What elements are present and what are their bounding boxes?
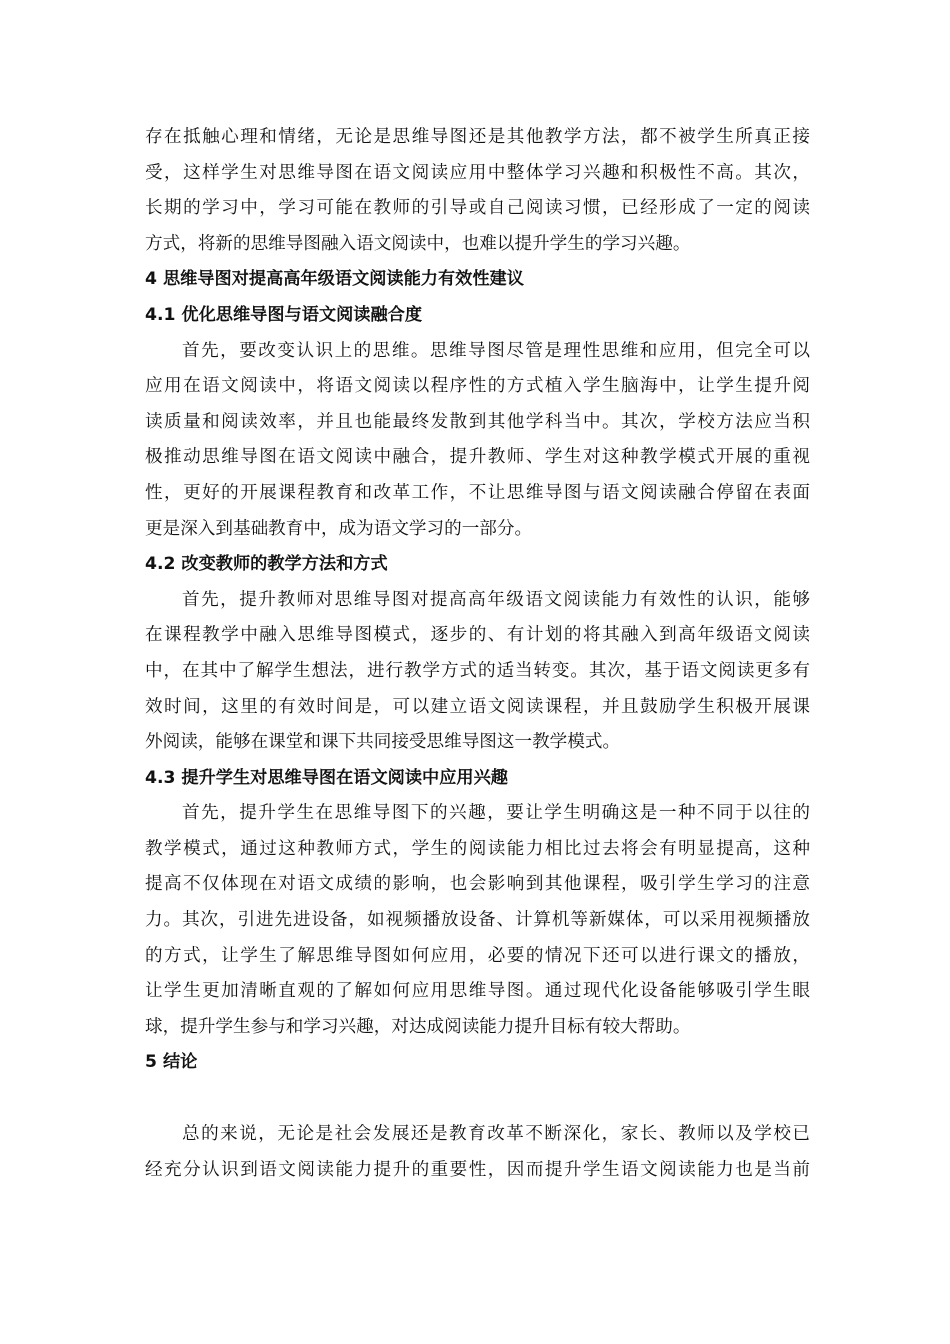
text-line: 在课程教学中融入思维导图模式，逐步的、有计划的将其融入到高年级语文阅读 <box>145 625 810 646</box>
blank-line <box>145 1081 810 1117</box>
text-line: 球，提升学生参与和学习兴趣，对达成阅读能力提升目标有较大帮助。 <box>145 1016 691 1037</box>
text-line: 存在抵触心理和情绪，无论是思维导图还是其他教学方法，都不被学生所真正接 <box>145 127 810 147</box>
subsection-heading-4-3: 4.3 提升学生对思维导图在语文阅读中应用兴趣 <box>145 767 508 788</box>
subsection-heading-4-1: 4.1 优化思维导图与语文阅读融合度 <box>145 304 423 325</box>
text-line: 让学生更加清晰直观的了解如何应用思维导图。通过现代化设备能够吸引学生眼 <box>145 981 810 1002</box>
subsection-heading-4-2: 4.2 改变教师的教学方法和方式 <box>145 554 388 575</box>
text-line: 极推动思维导图在语文阅读中融合，提升教师、学生对这种教学模式开展的重视 <box>145 447 810 468</box>
text-line: 受，这样学生对思维导图在语文阅读应用中整体学习兴趣和积极性不高。其次， <box>145 162 810 183</box>
section-heading-4: 4 思维导图对提高高年级语文阅读能力有效性建议 <box>145 269 524 290</box>
text-line: 效时间，这里的有效时间是，可以建立语文阅读课程，并且鼓励学生积极开展课 <box>145 696 810 717</box>
paragraph-conclusion <box>145 1117 810 1188</box>
text-line: 力。其次，引进先进设备，如视频播放设备、计算机等新媒体，可以采用视频播放 <box>145 910 810 931</box>
text-line: 首先，提升教师对思维导图对提高高年级语文阅读能力有效性的认识，能够 <box>182 589 810 610</box>
paragraph-continuation <box>145 120 810 262</box>
text-line: 长期的学习中，学习可能在教师的引导或自己阅读习惯，已经形成了一定的阅读 <box>145 198 810 219</box>
paragraph-4-1 <box>145 334 810 548</box>
text-line: 教学模式，通过这种教师方式，学生的阅读能力相比过去将会有明显提高，这种 <box>145 838 810 859</box>
text-line: 提高不仅体现在对语文成绩的影响，也会影响到其他课程，吸引学生学习的注意 <box>145 874 810 895</box>
document-body <box>145 120 810 1188</box>
text-line: 性，更好的开展课程教育和改革工作，不让思维导图与语文阅读融合停留在表面 <box>145 482 810 503</box>
text-line: 经充分认识到语文阅读能力提升的重要性，因而提升学生语文阅读能力也是当前 <box>145 1159 810 1180</box>
text-line: 外阅读，能够在课堂和课下共同接受思维导图这一教学模式。 <box>145 732 621 753</box>
text-line: 更是深入到基础教育中，成为语文学习的一部分。 <box>145 518 533 539</box>
text-line: 方式，将新的思维导图融入语文阅读中，也难以提升学生的学习兴趣。 <box>145 233 691 254</box>
text-line: 读质量和阅读效率，并且也能最终发散到其他学科当中。其次，学校方法应当积 <box>145 411 810 432</box>
text-line: 中，在其中了解学生想法，进行教学方式的适当转变。其次，基于语文阅读更多有 <box>145 660 810 681</box>
text-line: 总的来说，无论是社会发展还是教育改革不断深化，家长、教师以及学校已 <box>182 1124 810 1145</box>
text-line: 首先，提升学生在思维导图下的兴趣，要让学生明确这是一种不同于以往的 <box>182 803 810 824</box>
text-line: 的方式，让学生了解思维导图如何应用，必要的情况下还可以进行课文的播放， <box>145 945 810 966</box>
paragraph-4-3 <box>145 796 810 1045</box>
paragraph-4-2 <box>145 583 810 761</box>
text-line: 首先，要改变认识上的思维。思维导图尽管是理性思维和应用，但完全可以 <box>182 340 810 361</box>
text-line: 应用在语文阅读中，将语文阅读以程序性的方式植入学生脑海中，让学生提升阅 <box>145 376 810 397</box>
section-heading-5: 5 结论 <box>145 1052 198 1073</box>
